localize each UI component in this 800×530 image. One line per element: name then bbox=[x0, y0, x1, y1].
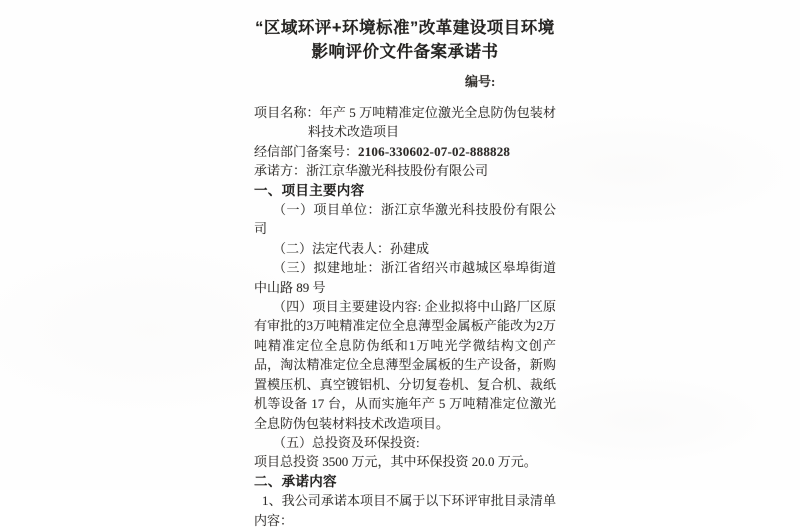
section-2-heading: 二、承诺内容 bbox=[254, 473, 337, 489]
record-number-label: 经信部门备案号： bbox=[254, 143, 359, 159]
field-project-name bbox=[254, 103, 556, 142]
document-body bbox=[254, 16, 556, 530]
document-content bbox=[254, 103, 556, 530]
document-title-line-1: “区域环评+环境标准”改革建设项目环境 bbox=[255, 19, 555, 37]
project-name-value: 年产 5 万吨精准定位激光全息防伪包装材料技术改造项目 bbox=[308, 105, 556, 140]
field-record-number bbox=[254, 142, 556, 161]
field-promisor bbox=[254, 161, 556, 180]
project-name-label: 项目名称： bbox=[254, 105, 320, 120]
promisor-value: 浙江京华激光科技股份有限公司 bbox=[306, 163, 489, 179]
section-2-item-1: 1、我公司承诺本项目不属于以下环评审批目录清单内容： bbox=[254, 493, 556, 528]
document-number-label: 编号: bbox=[465, 74, 496, 89]
section-1-item-5-value: 项目总投资 3500 万元，其中环保投资 20.0 万元。 bbox=[254, 454, 537, 470]
document-title-line-2: 影响评价文件备案承诺书 bbox=[311, 43, 499, 61]
section-1-item-4: （四）项目主要建设内容: 企业拟将中山路厂区原有审批的3万吨精准定位全息薄型金属板产能改为2万吨精准定位全息防伪纸和1万吨光学微结构文创产品，淘汰精准定位全息薄型金属板的生产设备，新购置模压机、真空镀铝机、分切复卷机、复合机、裁纸机等设备 17 台，从而实施年产 5 万吨精准定位激光全息防伪包装材料技术改造项目。 bbox=[254, 299, 556, 431]
record-number-value: 2106-330602-07-02-888828 bbox=[358, 143, 511, 159]
section-1-heading: 一、项目主要内容 bbox=[254, 182, 365, 198]
section-1-item-5-label: （五）总投资及环保投资: bbox=[273, 434, 420, 450]
document-title bbox=[254, 16, 556, 64]
section-1-item-1: （一）项目单位：浙江京华激光科技股份有限公司 bbox=[254, 202, 556, 237]
section-1-item-2: （二）法定代表人：孙建成 bbox=[273, 240, 430, 256]
section-1-item-3: （三）拟建地址：浙江省绍兴市越城区皋埠街道中山路 89 号 bbox=[254, 260, 556, 295]
promisor-label: 承诺方： bbox=[254, 163, 307, 179]
